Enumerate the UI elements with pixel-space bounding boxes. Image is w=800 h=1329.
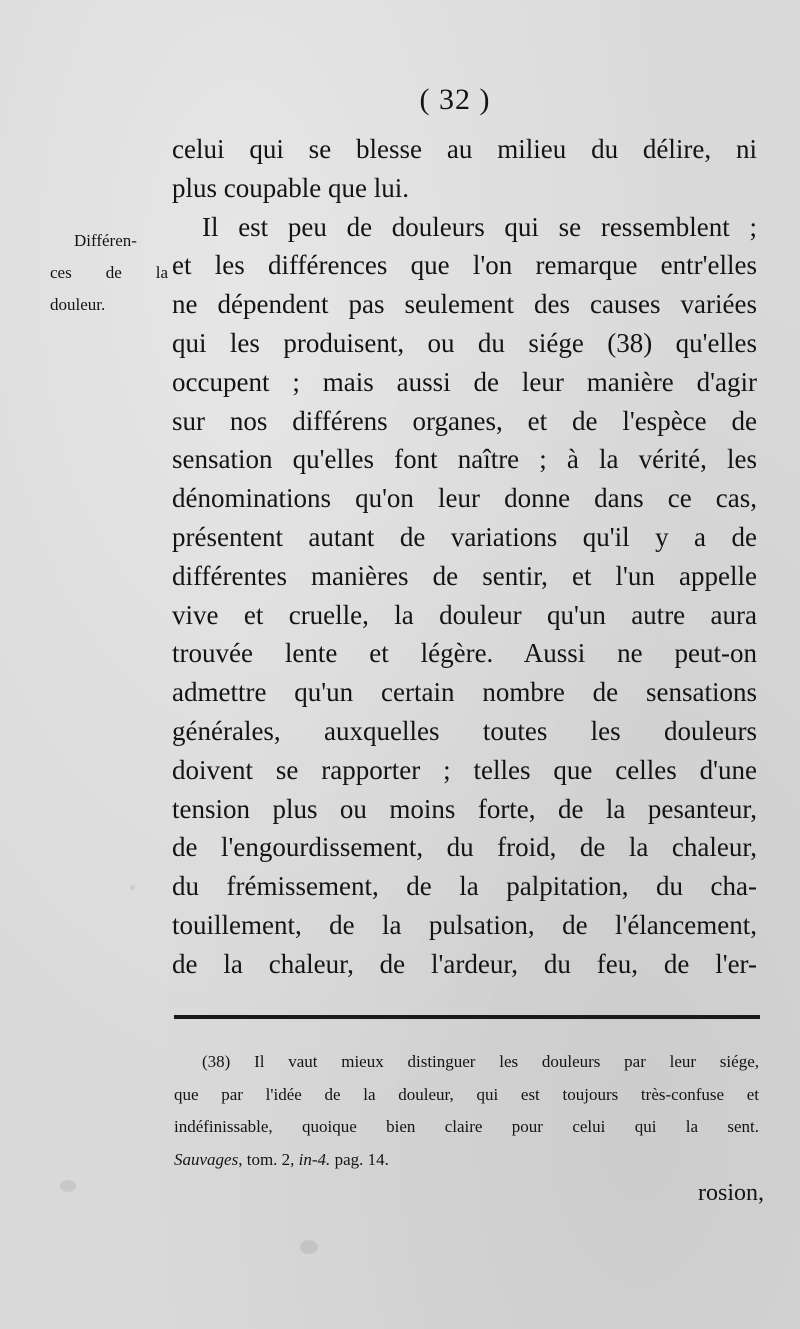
footnote-line: indéfinissable, quoique bien claire pour celui qui la sent. [174, 1117, 759, 1136]
margin-note-line: douleur. [50, 295, 106, 314]
footnote-author: Sauvages [174, 1149, 239, 1169]
text-line: du frémissement, de la palpitation, du cha- [172, 871, 757, 902]
text-line: sensation qu'elles font naître ; à la vérité, les [172, 444, 757, 475]
footnote-line: (38) Il vaut mieux distinguer les douleurs par leur siége, [202, 1052, 759, 1071]
text-line: qui les produisent, ou du siége (38) qu'elles [172, 327, 757, 358]
text-line: dénominations qu'on leur donne dans ce cas, [172, 483, 757, 514]
text-line: tension plus ou moins forte, de la pesanteur, [172, 793, 757, 824]
footnote-line: que par l'idée de la douleur, qui est toujours très-confuse et [174, 1084, 759, 1104]
margin-note [50, 225, 168, 321]
footnote-rule [174, 1015, 760, 1019]
text-line: et les différences que l'on remarque entr'elles [172, 250, 757, 281]
text-line: touillement, de la pulsation, de l'élancement, [172, 909, 757, 940]
text-line: ne dépendent pas seulement des causes variées [172, 289, 757, 320]
text-line: celui qui se blesse au milieu du délire, ni [172, 134, 757, 164]
text-line: admettre qu'un certain nombre de sensations [172, 677, 757, 708]
text-line: Il est peu de douleurs qui se ressemblent ; [202, 211, 757, 242]
text-line: générales, auxquelles toutes les douleurs [172, 715, 757, 746]
text-line: trouvée lente et légère. Aussi ne peut-on [172, 638, 757, 669]
footnote [174, 1046, 759, 1176]
text-line: vive et cruelle, la douleur qu'un autre aura [172, 599, 757, 630]
footnote-page: pag. 14. [330, 1149, 389, 1169]
paper-speck [60, 1180, 76, 1192]
margin-note-line: ces de la [50, 263, 168, 282]
text-line: sur nos différens organes, et de l'espèce de [172, 405, 757, 436]
paper-speck [300, 1240, 318, 1254]
paper-speck [130, 885, 135, 890]
text-line: occupent ; mais aussi de leur manière d'agir [172, 366, 757, 397]
margin-note-line: Différen- [74, 231, 137, 250]
body-text [172, 130, 757, 984]
text-line: de l'engourdissement, du froid, de la chaleur, [172, 832, 757, 863]
text-line: plus coupable que lui. [172, 172, 409, 203]
text-line: différentes manières de sentir, et l'un appelle [172, 560, 757, 591]
text-line: présentent autant de variations qu'il y a de [172, 521, 757, 552]
footnote-volume: , tom. 2, [238, 1149, 299, 1169]
text-line: de la chaleur, de l'ardeur, du feu, de l'er- [172, 948, 757, 979]
text-line: doivent se rapporter ; telles que celles d'une [172, 754, 757, 785]
page-number: ( 32 ) [419, 83, 491, 116]
footnote-citation [174, 1144, 759, 1177]
footnote-format: in-4. [298, 1149, 331, 1169]
catchword: rosion, [698, 1180, 764, 1206]
